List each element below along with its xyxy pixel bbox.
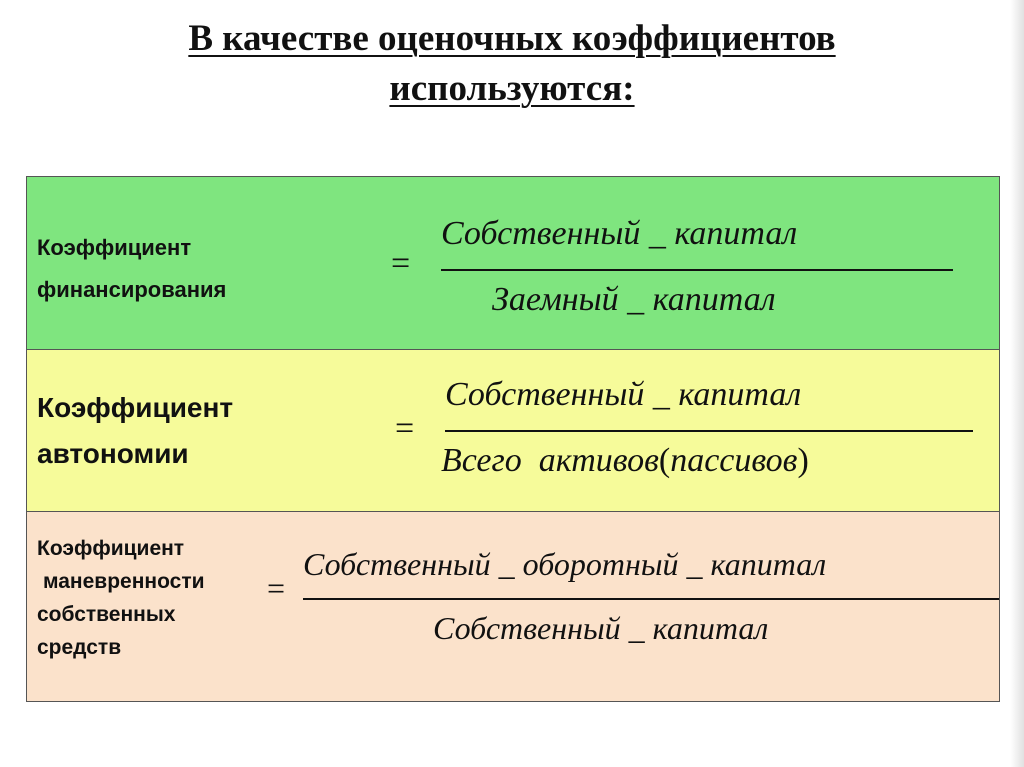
denominator: Заемный _ капитал [492,281,776,318]
title-line-2: используются: [389,68,635,109]
numerator: Собственный _ капитал [445,376,802,413]
label-line: собственных [37,603,176,626]
coefficients-table [26,176,1000,702]
denominator-main: Всего активов [441,442,659,479]
numerator: Собственный _ капитал [441,215,798,252]
paren-open: ( [658,442,671,479]
paren-close: ) [797,442,809,479]
slide-title [0,14,1024,114]
label-line: Коэффициент [37,235,192,260]
row-label [37,227,226,311]
slide-edge-shadow [1010,0,1024,767]
label-line: финансирования [37,277,227,302]
row-financing-coefficient [27,177,999,350]
fraction-bar [303,598,999,600]
row-maneuverability-coefficient [27,512,999,701]
row-label [37,532,205,664]
denominator [441,442,809,480]
equals-sign: = [395,410,415,447]
numerator: Собственный _ оборотный _ капитал [303,546,827,582]
title-line-1: В качестве оценочных коэффициентов [188,18,836,59]
equals-sign: = [267,570,286,606]
label-line: Коэффициент [37,537,185,560]
equals-sign: = [391,245,411,282]
label-line: средств [37,636,122,659]
label-line: автономии [37,438,189,469]
label-line: Коэффициент [37,392,234,423]
fraction-bar [441,269,953,271]
row-label [37,385,233,477]
denominator: Собственный _ капитал [433,610,769,646]
fraction-bar [445,430,973,432]
denominator-inner: пассивов [670,442,798,479]
label-line: маневренности [43,570,205,593]
row-autonomy-coefficient [27,350,999,512]
